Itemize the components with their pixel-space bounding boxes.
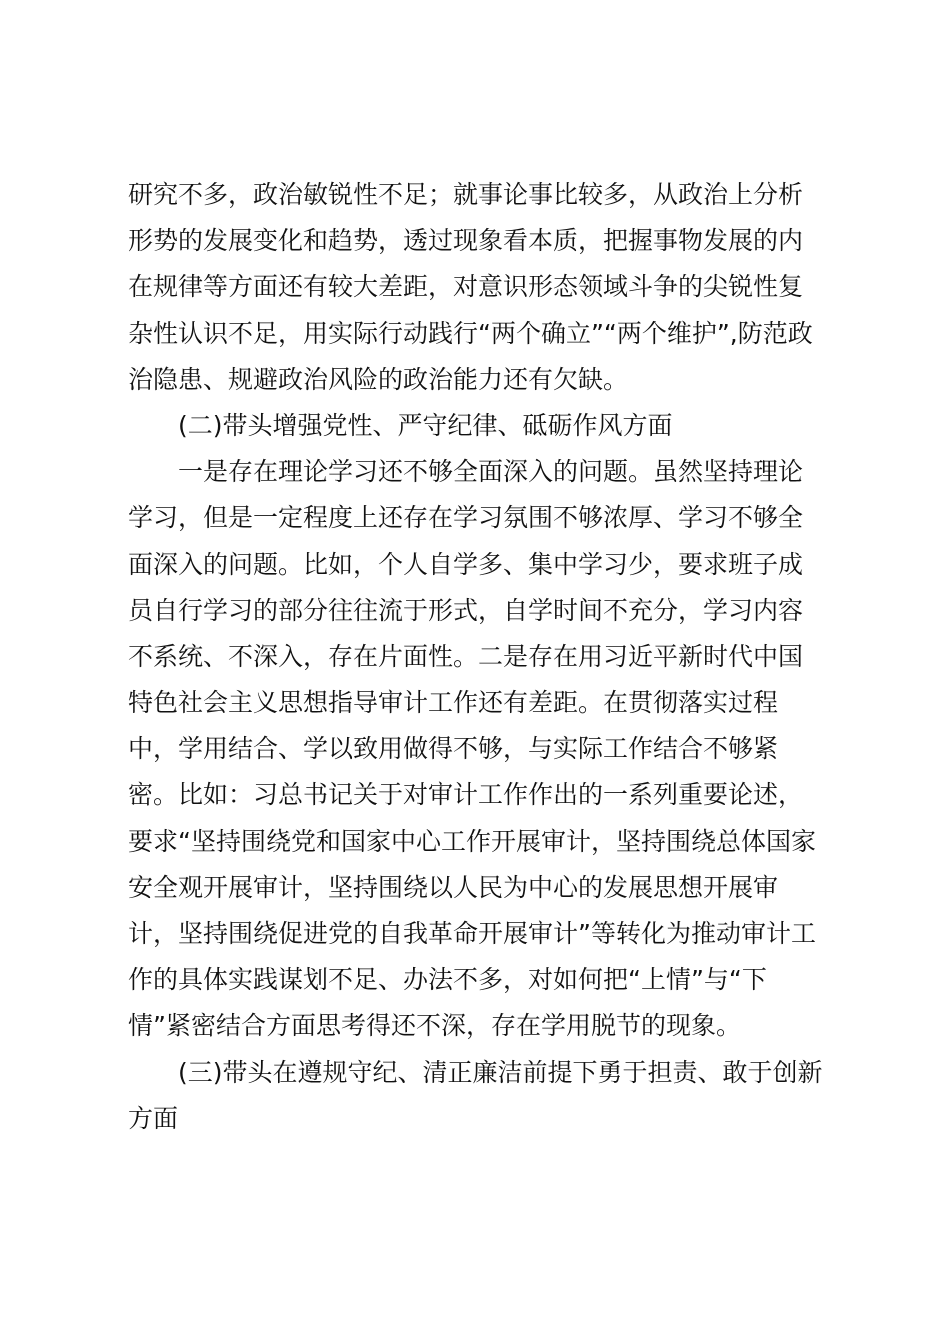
text-line: 面深入的问题。比如，个人自学多、集中学习少，要求班子成 xyxy=(128,549,804,579)
section-heading-3 xyxy=(128,1050,834,1142)
text-line: 计，坚持围绕促进党的自我革命开展审计”等转化为推动审计工 xyxy=(128,919,816,948)
section-heading-2 xyxy=(128,403,834,449)
text-line: 一是存在理论学习还不够全面深入的问题。虽然坚持理论 xyxy=(178,457,804,487)
text-line: 特色社会主义思想指导审计工作还有差距。在贯彻落实过程 xyxy=(128,688,779,718)
text-line: 治隐患、规避政治风险的政治能力还有欠缺。 xyxy=(128,364,629,394)
paragraph-theory-study xyxy=(128,449,834,1049)
text-line: 杂性认识不足，用实际行动践行“两个确立”“两个维护”,防范政 xyxy=(128,318,813,348)
text-line: 作的具体实践谋划不足、办法不多，对如何把“上情”与“下 xyxy=(128,965,767,995)
heading-line: (二)带头增强党性、严守纪律、砥砺作风方面 xyxy=(178,410,673,440)
text-line: 安全观开展审计，坚持围绕以人民为中心的发展思想开展审 xyxy=(128,872,779,902)
text-line: 员自行学习的部分往往流于形式，自学时间不充分，学习内容 xyxy=(128,595,804,625)
text-line: 学习，但是一定程度上还存在学习氛围不够浓厚、学习不够全 xyxy=(128,503,804,533)
text-line: 研究不多，政治敏锐性不足；就事论事比较多，从政治上分析 xyxy=(128,180,804,209)
text-line: 中，学用结合、学以致用做得不够，与实际工作结合不够紧 xyxy=(128,734,779,764)
paragraph-political-ability xyxy=(128,172,834,403)
text-line: 形势的发展变化和趋势，透过现象看本质，把握事物发展的内 xyxy=(128,226,804,256)
document-body xyxy=(128,172,834,1142)
heading-line: (三)带头在遵规守纪、清正廉洁前提下勇于担责、敢于创新 xyxy=(178,1057,823,1087)
text-line: 要求“坚持围绕党和国家中心工作开展审计，坚持围绕总体国家 xyxy=(128,826,816,856)
text-line: 密。比如：习总书记关于对审计工作作出的一系列重要论述， xyxy=(128,780,804,810)
text-line: 在规律等方面还有较大差距，对意识形态领域斗争的尖锐性复 xyxy=(128,272,804,302)
heading-line: 方面 xyxy=(128,1103,179,1133)
text-line: 情”紧密结合方面思考得还不深，存在学用脱节的现象。 xyxy=(128,1011,741,1041)
text-line: 不系统、不深入，存在片面性。二是存在用习近平新时代中国 xyxy=(128,641,804,671)
